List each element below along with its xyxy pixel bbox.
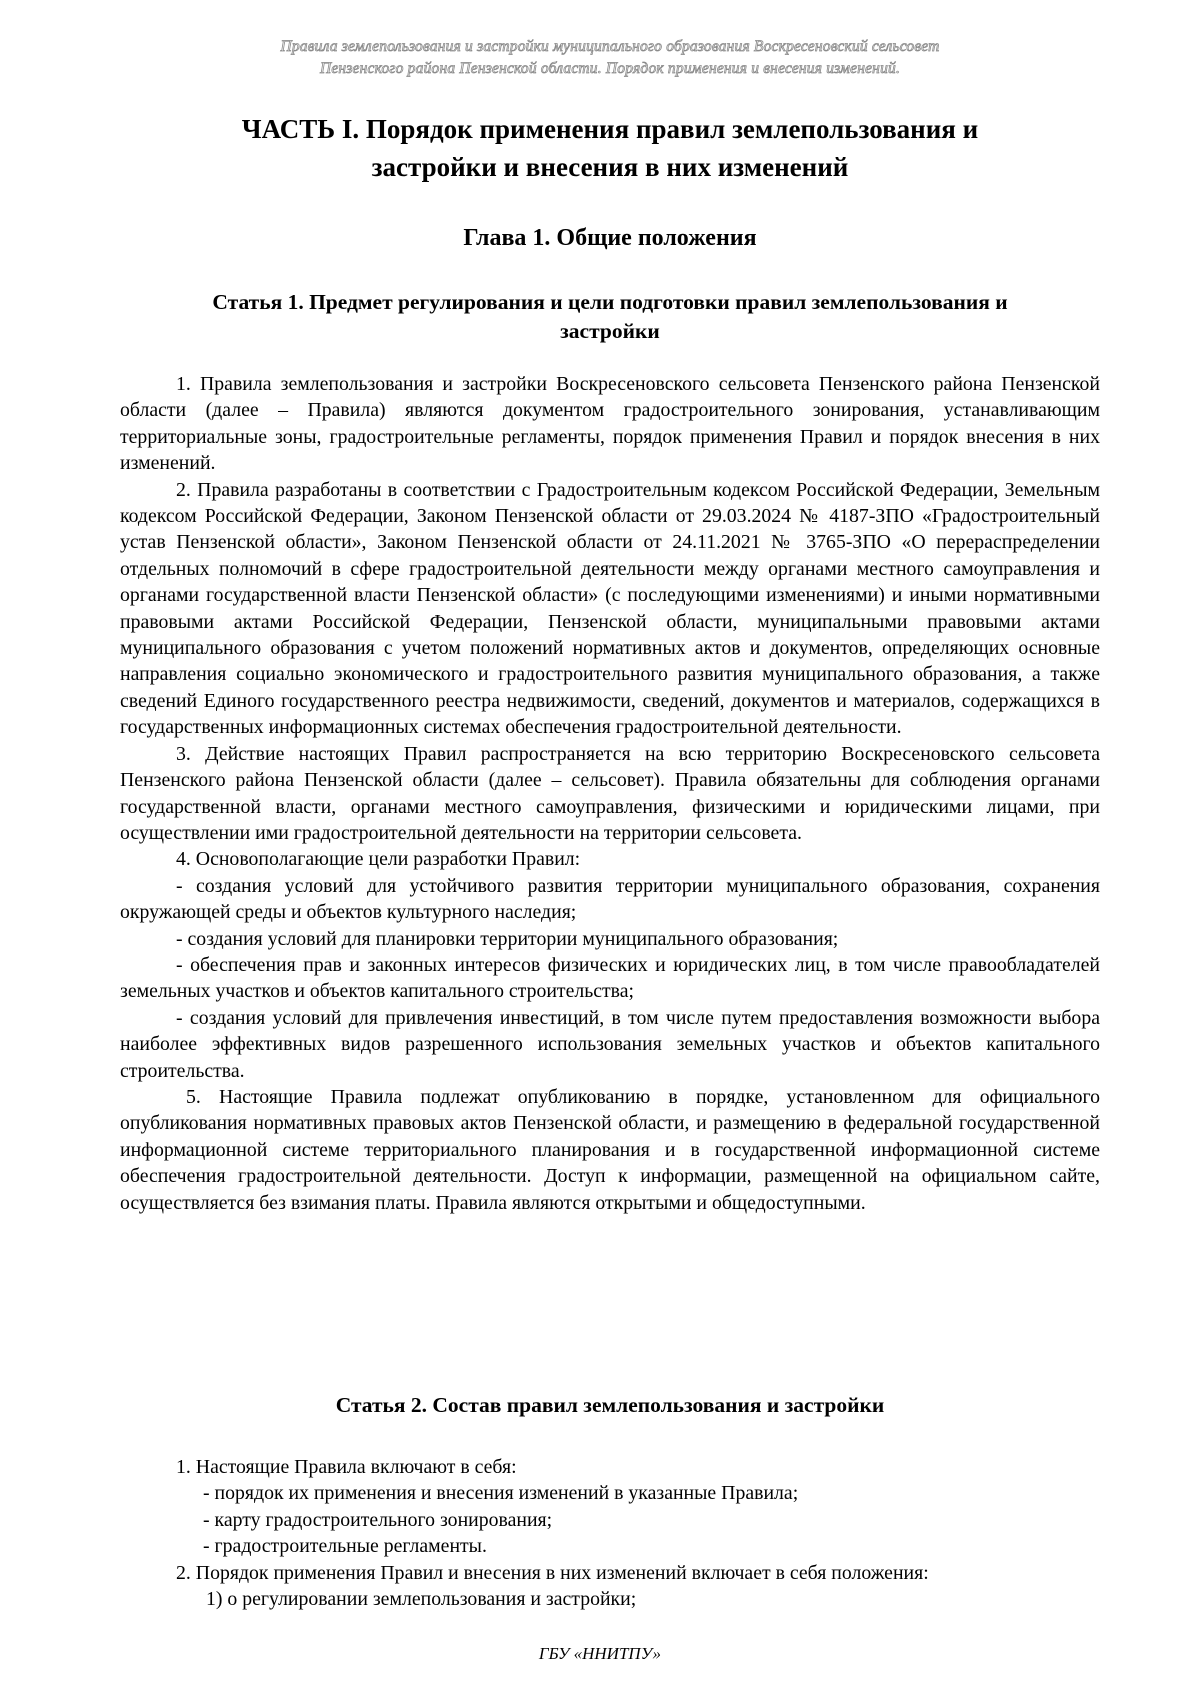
part-title-line-2: застройки и внесения в них изменений [371, 152, 849, 182]
article-1-title-line-2: застройки [560, 319, 660, 343]
article-2-subitem-3: - градостроительные регламенты. [203, 1535, 487, 1558]
article-2-item-1: 1. Настоящие Правила включают в себя: [176, 1456, 517, 1478]
article-2-subitem-1: - порядок их применения и внесения изменений в указанные Правила; [203, 1482, 799, 1505]
running-header-line-2: Пензенского района Пензенской области. Порядок применения и внесения изменений. [319, 60, 901, 77]
part-title [150, 110, 1070, 186]
article-1-goal-4: - создания условий для привлечения инвестиций, в том числе путем предоставления возможности выбора наиболее эффективных видов разрешенного использования земельных участков и объектов капитального строительства. [120, 1006, 1100, 1082]
article-1-goal-2: - создания условий для планировки территории муниципального образования; [176, 927, 839, 950]
article-1-paragraph-4: 4. Основополагающие цели разработки Правил: [176, 848, 581, 871]
chapter-title: Глава 1. Общие положения [463, 225, 757, 251]
article-2-subitem-4: 1) о регулировании землепользования и застройки; [206, 1588, 637, 1611]
article-1-body [120, 371, 1100, 1216]
article-1-paragraph-3: 3. Действие настоящих Правил распространяется на всю территорию Воскресеновского сельсовета Пензенского района Пензенской области (далее – сельсовет). Правила обязательны для соблюдения органами государственной власти, органами местного самоуправления, физическими и юридическими лицами, при осуществлении ими градостроительной деятельности на территории сельсовета. [120, 742, 1100, 844]
article-1-paragraph-2: 2. Правила разработаны в соответствии с Градостроительным кодексом Российской Федерации, Земельным кодексом Российской Федерации, Законом Пензенской области от 29.03.2024 № 4187-ЗПО «Градостроительный устав Пензенской области», Законом Пензенской области от 24.11.2021 № 3765-ЗПО «О перераспределении отдельных полномочий в сфере градостроительной деятельности между органами местного самоуправления и органами государственной власти Пензенской области» (с последующими изменениями) и иными нормативными правовыми актами Российской Федерации, Пензенской области, муниципальными правовыми актами муниципального образования с учетом положений нормативных актов и документов, определяющих основные направления социально экономического и градостроительного развития муниципального образования, а также сведений Единого государственного реестра недвижимости, сведений, документов и материалов, содержащихся в государственных информационных системах обеспечения градостроительной деятельности. [120, 478, 1100, 739]
article-1-title [120, 288, 1100, 346]
article-2-subitem-2: - карту градостроительного зонирования; [203, 1508, 553, 1531]
article-2-body [120, 1454, 1100, 1612]
page-footer: ГБУ «ННИТПУ» [538, 1644, 662, 1663]
article-2-title: Статья 2. Состав правил землепользования и застройки [335, 1393, 885, 1417]
part-title-line-1: ЧАСТЬ I. Порядок применения правил землепользования и [241, 114, 979, 144]
article-1-paragraph-5: 5. Настоящие Правила подлежат опубликованию в порядке, установленном для официального опубликования нормативных правовых актов Пензенской области, и размещению в федеральной государственной информационной системе территориального планирования и в государственной информационной системе обеспечения градостроительной деятельности. Доступ к информации, размещенной на официальном сайте, осуществляется без взимания платы. Правила являются открытыми и общедоступными. [120, 1085, 1100, 1214]
article-1-goal-1: - создания условий для устойчивого развития территории муниципального образования, сохранения окружающей среды и объектов культурного наследия; [120, 874, 1100, 924]
article-1-goal-3: - обеспечения прав и законных интересов физических и юридических лиц, в том числе правообладателей земельных участков и объектов капитального строительства; [120, 953, 1100, 1003]
running-header-line-1: Правила землепользования и застройки муниципального образования Воскресеновский сельсовет [280, 38, 940, 55]
article-1-title-line-1: Статья 1. Предмет регулирования и цели подготовки правил землепользования и [212, 290, 1008, 314]
article-1-paragraph-1: 1. Правила землепользования и застройки Воскресеновского сельсовета Пензенского района Пензенской области (далее – Правила) являются документом градостроительного зонирования, устанавливающим территориальные зоны, градостроительные регламенты, порядок применения Правил и порядок внесения в них изменений. [120, 373, 1100, 475]
running-header [150, 36, 1070, 80]
article-2-item-2: 2. Порядок применения Правил и внесения в них изменений включает в себя положения: [176, 1561, 929, 1584]
